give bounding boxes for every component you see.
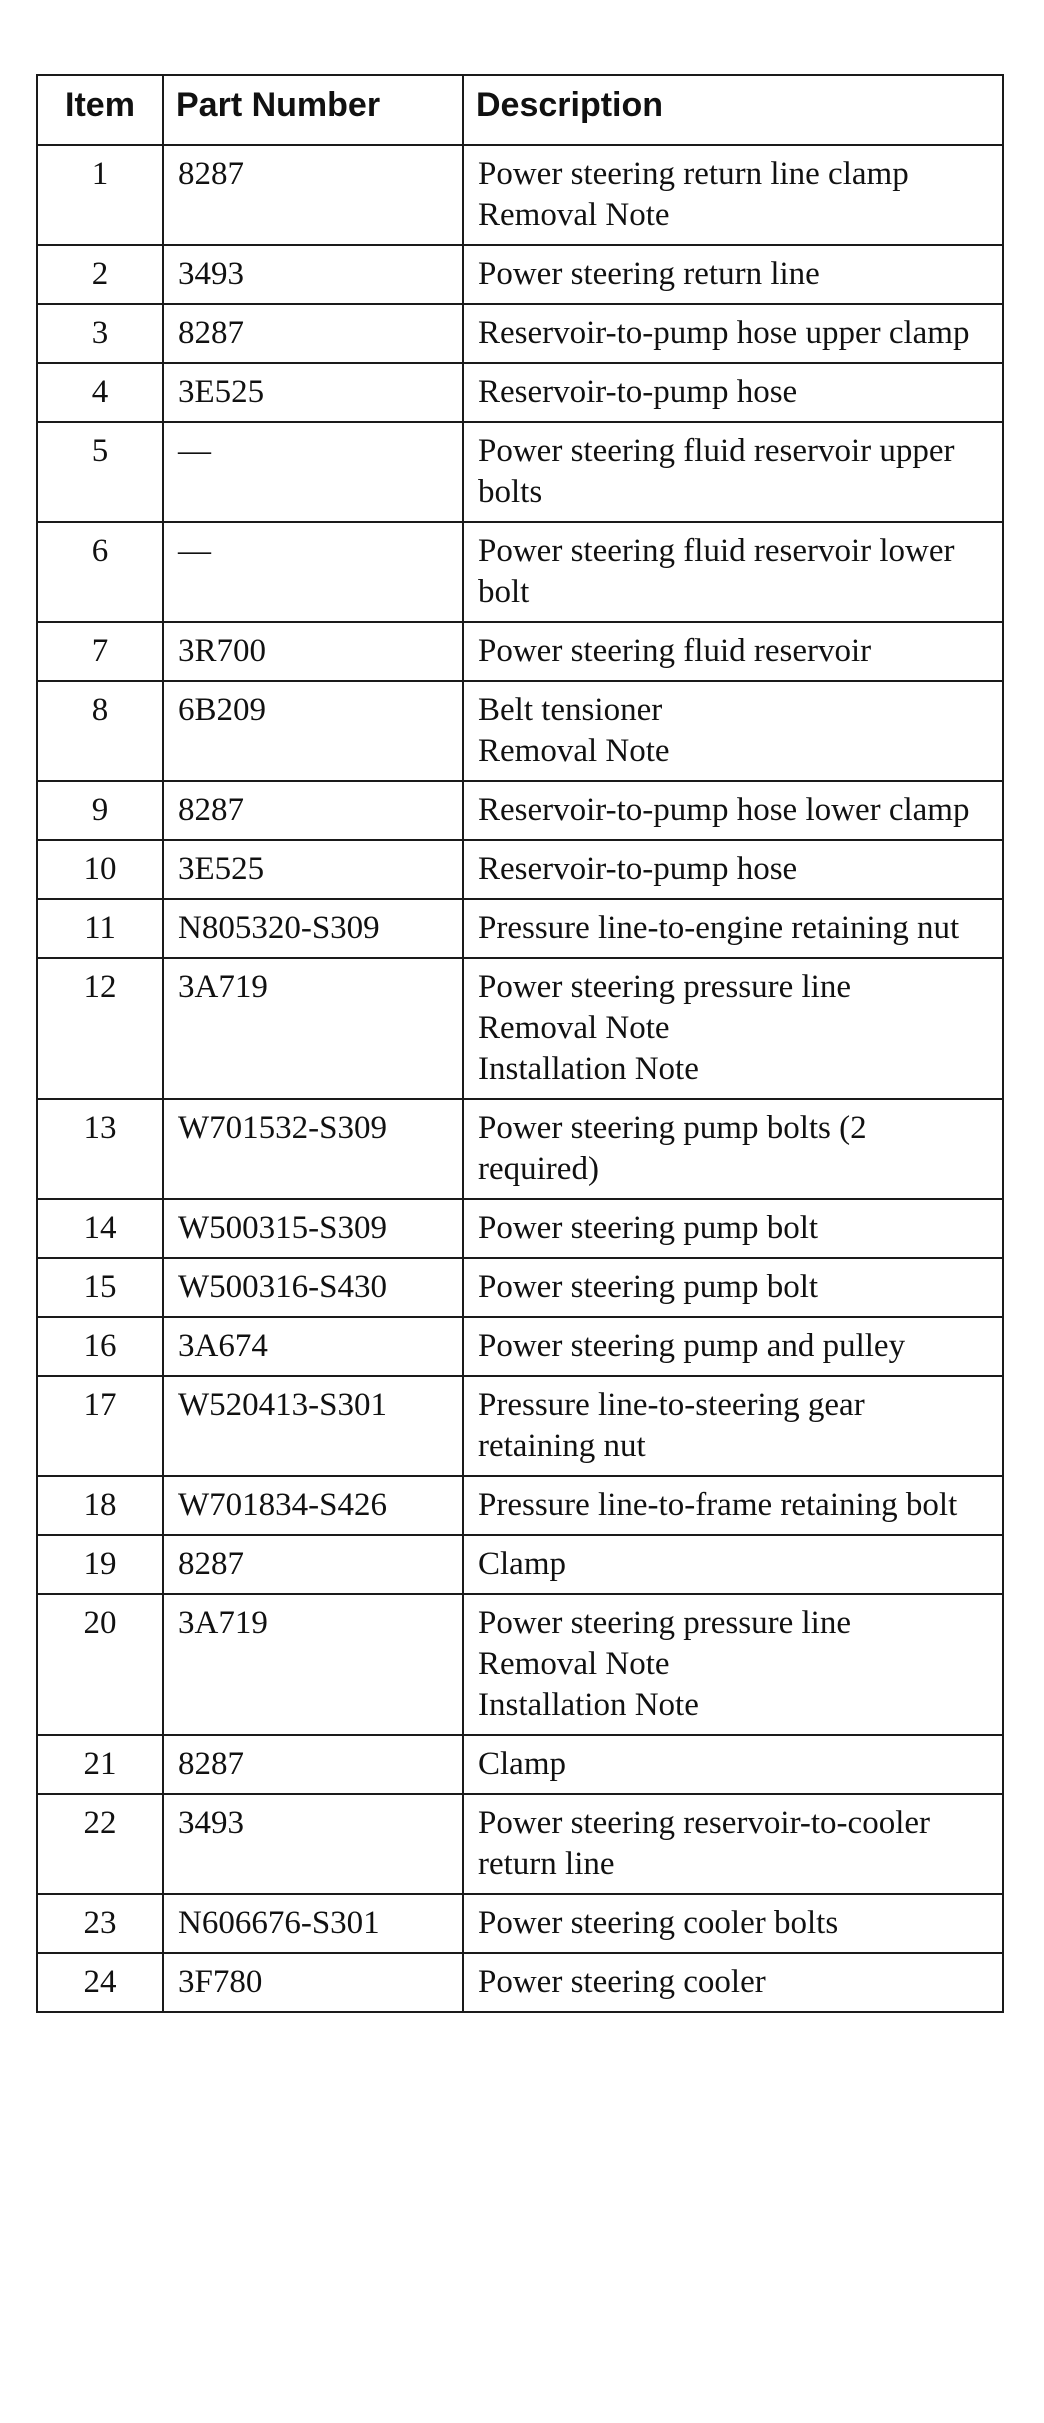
description-cell (463, 1794, 1003, 1894)
part-number-cell: N606676-S301 (163, 1894, 463, 1953)
part-number-cell: W500316-S430 (163, 1258, 463, 1317)
description-cell (463, 1894, 1003, 1953)
description-cell (463, 1258, 1003, 1317)
item-number-cell: 12 (37, 958, 163, 1099)
part-number-cell: 3E525 (163, 363, 463, 422)
description-cell (463, 1317, 1003, 1376)
description-cell (463, 1476, 1003, 1535)
table-row (37, 1594, 1003, 1735)
item-number-cell: 8 (37, 681, 163, 781)
description-text: Reservoir-to-pump hose (478, 851, 798, 887)
item-number-cell: 6 (37, 522, 163, 622)
parts-table (36, 74, 1004, 2013)
item-number-cell: 14 (37, 1199, 163, 1258)
part-number-cell: 3A674 (163, 1317, 463, 1376)
part-number-cell: — (163, 422, 463, 522)
part-number-cell: — (163, 522, 463, 622)
table-row (37, 1199, 1003, 1258)
table-row (37, 1535, 1003, 1594)
item-number-cell: 20 (37, 1594, 163, 1735)
table-row (37, 304, 1003, 363)
description-cell (463, 781, 1003, 840)
part-number-cell: 3R700 (163, 622, 463, 681)
part-number-cell: W500315-S309 (163, 1199, 463, 1258)
part-number-cell: W520413-S301 (163, 1376, 463, 1476)
description-cell (463, 363, 1003, 422)
description-text: Clamp (478, 1546, 566, 1582)
description-note: Removal Note (478, 1646, 670, 1682)
table-row (37, 1894, 1003, 1953)
table-row (37, 1376, 1003, 1476)
item-number-cell: 5 (37, 422, 163, 522)
item-number-cell: 3 (37, 304, 163, 363)
part-number-cell: 8287 (163, 304, 463, 363)
description-cell (463, 1099, 1003, 1199)
table-row (37, 622, 1003, 681)
table-row (37, 840, 1003, 899)
item-number-cell: 15 (37, 1258, 163, 1317)
part-number-cell: 8287 (163, 781, 463, 840)
table-header (37, 75, 1003, 145)
part-number-cell: 8287 (163, 145, 463, 245)
description-text: Power steering cooler (478, 1964, 766, 2000)
description-text: Power steering cooler bolts (478, 1905, 839, 1941)
table-row (37, 1099, 1003, 1199)
part-number-cell: 3E525 (163, 840, 463, 899)
item-number-cell: 7 (37, 622, 163, 681)
description-text: Power steering pressure line (478, 969, 851, 1005)
description-cell (463, 145, 1003, 245)
description-text: Power steering fluid reservoir lower bolt (478, 533, 955, 610)
table-row (37, 1953, 1003, 2012)
description-cell (463, 422, 1003, 522)
table-row (37, 1258, 1003, 1317)
description-text: Power steering pump bolts (2 required) (478, 1110, 867, 1187)
description-text: Power steering return line (478, 256, 820, 292)
description-text: Pressure line-to-frame retaining bolt (478, 1487, 958, 1523)
item-number-cell: 19 (37, 1535, 163, 1594)
header-row (37, 75, 1003, 145)
table-row (37, 422, 1003, 522)
description-cell (463, 522, 1003, 622)
description-text: Belt tensioner (478, 692, 663, 728)
part-number-cell: 8287 (163, 1535, 463, 1594)
description-text: Pressure line-to-engine retaining nut (478, 910, 960, 946)
description-text: Power steering pump and pulley (478, 1328, 906, 1364)
description-cell (463, 304, 1003, 363)
description-text: Power steering pressure line (478, 1605, 851, 1641)
table-row (37, 899, 1003, 958)
table-body (37, 145, 1003, 2012)
description-text: Power steering fluid reservoir upper bolts (478, 433, 955, 510)
part-number-cell: 3493 (163, 245, 463, 304)
item-number-cell: 1 (37, 145, 163, 245)
description-text: Clamp (478, 1746, 566, 1782)
item-number-cell: 9 (37, 781, 163, 840)
item-number-cell: 24 (37, 1953, 163, 2012)
description-text: Pressure line-to-steering gear retaining nut (478, 1387, 865, 1464)
table-row (37, 781, 1003, 840)
description-cell (463, 1953, 1003, 2012)
description-text: Power steering pump bolt (478, 1269, 819, 1305)
table-row (37, 1476, 1003, 1535)
part-number-cell: W701834-S426 (163, 1476, 463, 1535)
description-cell (463, 1535, 1003, 1594)
table-row (37, 145, 1003, 245)
part-number-cell: W701532-S309 (163, 1099, 463, 1199)
item-number-cell: 4 (37, 363, 163, 422)
description-cell (463, 1199, 1003, 1258)
description-note: Installation Note (478, 1687, 699, 1723)
description-text: Reservoir-to-pump hose (478, 374, 798, 410)
description-text: Power steering reservoir-to-cooler return line (478, 1805, 930, 1882)
description-text: Reservoir-to-pump hose upper clamp (478, 315, 970, 351)
header-item: Item (37, 75, 163, 145)
part-number-cell: 6B209 (163, 681, 463, 781)
description-text: Power steering return line clamp (478, 156, 909, 192)
item-number-cell: 17 (37, 1376, 163, 1476)
item-number-cell: 22 (37, 1794, 163, 1894)
description-cell (463, 958, 1003, 1099)
table-row (37, 245, 1003, 304)
table-row (37, 681, 1003, 781)
description-text: Power steering pump bolt (478, 1210, 819, 1246)
part-number-cell: 3F780 (163, 1953, 463, 2012)
description-cell (463, 622, 1003, 681)
table-row (37, 363, 1003, 422)
description-cell (463, 899, 1003, 958)
description-cell (463, 1376, 1003, 1476)
item-number-cell: 11 (37, 899, 163, 958)
part-number-cell: 3A719 (163, 1594, 463, 1735)
description-cell (463, 245, 1003, 304)
description-text: Power steering fluid reservoir (478, 633, 872, 669)
description-text: Reservoir-to-pump hose lower clamp (478, 792, 970, 828)
header-description: Description (463, 75, 1003, 145)
part-number-cell: 3A719 (163, 958, 463, 1099)
table-row (37, 958, 1003, 1099)
description-note: Removal Note (478, 733, 670, 769)
item-number-cell: 13 (37, 1099, 163, 1199)
description-cell (463, 1735, 1003, 1794)
part-number-cell: 3493 (163, 1794, 463, 1894)
item-number-cell: 21 (37, 1735, 163, 1794)
description-note: Removal Note (478, 197, 670, 233)
table-row (37, 522, 1003, 622)
table-row (37, 1317, 1003, 1376)
header-part-number: Part Number (163, 75, 463, 145)
description-cell (463, 1594, 1003, 1735)
item-number-cell: 16 (37, 1317, 163, 1376)
item-number-cell: 18 (37, 1476, 163, 1535)
item-number-cell: 23 (37, 1894, 163, 1953)
description-cell (463, 681, 1003, 781)
item-number-cell: 2 (37, 245, 163, 304)
table-row (37, 1794, 1003, 1894)
item-number-cell: 10 (37, 840, 163, 899)
table-row (37, 1735, 1003, 1794)
description-note: Removal Note (478, 1010, 670, 1046)
description-note: Installation Note (478, 1051, 699, 1087)
part-number-cell: 8287 (163, 1735, 463, 1794)
part-number-cell: N805320-S309 (163, 899, 463, 958)
description-cell (463, 840, 1003, 899)
